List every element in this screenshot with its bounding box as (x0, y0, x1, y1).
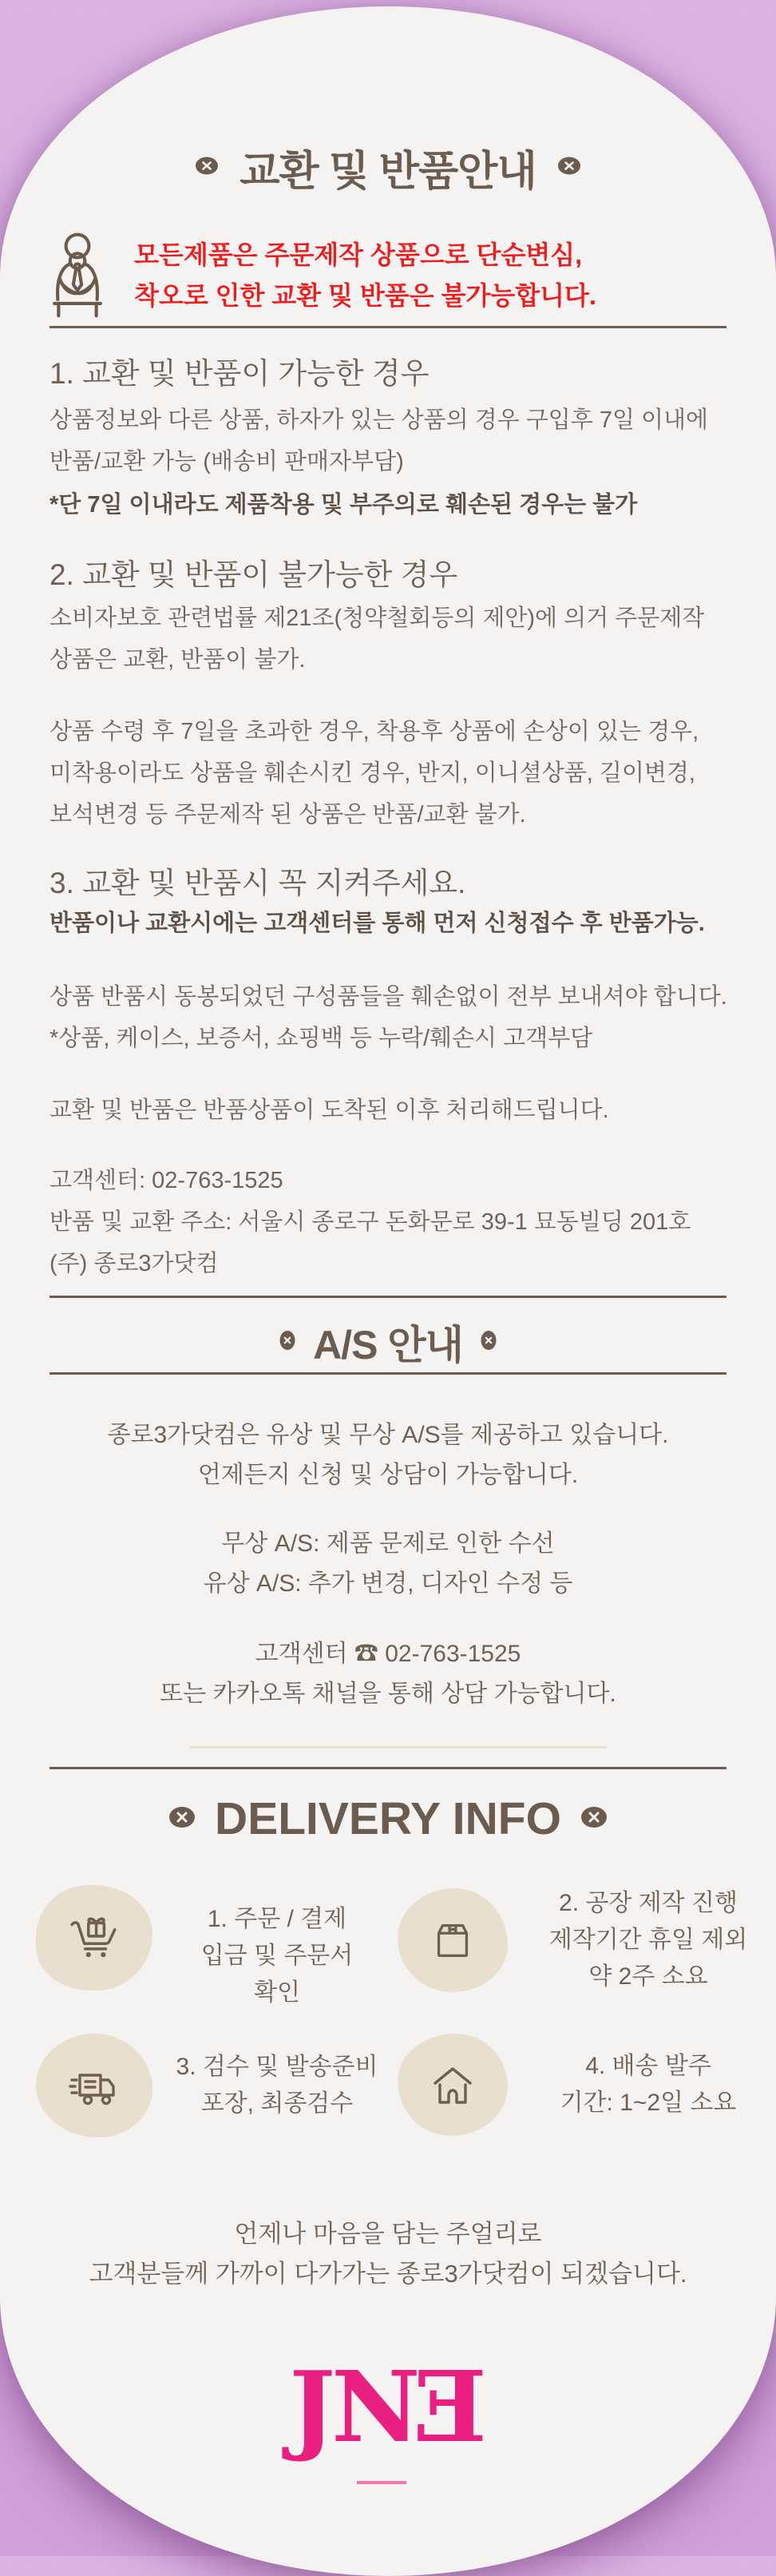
text-line: 무상 A/S: 제품 문제로 인한 수선 (221, 1530, 555, 1557)
text-line: 종로3가닷컴은 유상 및 무상 A/S를 제공하고 있습니다. (107, 1422, 669, 1448)
exchange-return-title: 교환 및 반품안내 (240, 149, 536, 195)
text-line: 고객센터: 02-763-1525 (49, 1168, 283, 1193)
step-text (175, 1901, 379, 2006)
as-contact (0, 1634, 776, 1714)
section3-body-a (49, 976, 744, 1059)
section3-heading: 3. 교환 및 반품시 꼭 지켜주세요. (49, 867, 466, 899)
step-icon-badge (36, 2034, 152, 2137)
section2-heading: 2. 교환 및 반품이 불가능한 경우 (49, 558, 458, 591)
text-line: 고객분들께 가까이 다가가는 종로3가닷컴이 되겠습니다. (89, 2260, 687, 2288)
text-line: 상품정보와 다른 상품, 하자가 있는 상품의 경우 구입후 7일 이내에 (49, 407, 709, 433)
text-line: 1. 주문 / 결제 (207, 1906, 347, 1932)
text-line: 보석변경 등 주문제작 된 상품은 반품/교환 불가. (49, 802, 526, 828)
text-line: 언제나 마음을 담는 주얼리로 (234, 2220, 542, 2248)
button-oval-icon (481, 1330, 497, 1355)
button-oval-icon (168, 1806, 196, 1832)
section1-heading: 1. 교환 및 반품이 가능한 경우 (49, 357, 430, 390)
logo-mirrored-e: E (416, 2349, 487, 2464)
step-icon-badge (398, 1888, 508, 1992)
text-line: 소비자보호 관련법률 제21조(청약철회등의 제안)에 의거 주문제작 (49, 605, 705, 631)
text-line: 언제든지 신청 및 상담이 가능합니다. (197, 1462, 579, 1488)
section3-bold-line: 반품이나 교환시에는 고객센터를 통해 먼저 신청접수 후 반품가능. (49, 911, 705, 936)
as-title: A/S 안내 (313, 1323, 463, 1367)
decorative-divider (189, 1746, 607, 1748)
section2-body-b (49, 711, 744, 836)
truck-icon (67, 2062, 121, 2110)
delivery-step (398, 2034, 766, 2136)
section1-note: *단 7일 이내라도 제품착용 및 부주의로 훼손된 경우는 불가 (49, 492, 638, 518)
step-text (530, 2048, 766, 2122)
text-line: 포장, 최종검수 (200, 2090, 354, 2117)
text-line: 또는 카카오톡 채널을 통해 상담 가능합니다. (160, 1681, 616, 1707)
button-oval-icon (279, 1330, 295, 1355)
as-title-row (0, 1313, 776, 1371)
section-divider (49, 1372, 727, 1375)
contact-block (49, 1160, 744, 1284)
delivery-step (398, 1885, 766, 1995)
section3-body-b: 교환 및 반품은 반품상품이 도착된 이후 처리해드립니다. (49, 1097, 609, 1123)
text-line: 모든제품은 주문제작 상품으로 단순변심, (134, 240, 583, 269)
as-intro (0, 1415, 776, 1495)
bowing-person-icon (48, 232, 107, 322)
cart-icon (68, 1914, 121, 1962)
house-icon (427, 2062, 478, 2108)
footer-message (0, 2214, 776, 2294)
delivery-step (36, 2034, 379, 2137)
section-divider (49, 1767, 727, 1769)
text-line: 입금 및 주문서 확인 (200, 1943, 354, 2006)
button-oval-icon (580, 1806, 608, 1832)
notice-text (134, 232, 596, 316)
delivery-title-row (0, 1792, 776, 1845)
order-made-notice (48, 232, 596, 322)
content-panel (0, 6, 776, 2576)
logo-underline (357, 2481, 406, 2484)
logo-text: JN (289, 2349, 417, 2464)
text-line: (주) 종로3가닷컴 (49, 1251, 219, 1276)
text-line: *상품, 케이스, 보증서, 쇼핑백 등 누락/훼손시 고객부담 (49, 1026, 593, 1051)
text-line: 제작기간 휴일 제외 (548, 1927, 748, 1953)
delivery-step (36, 1885, 379, 2006)
text-line: 착오로 인한 교환 및 반품은 불가능합니다. (134, 281, 596, 310)
text-line: 3. 검수 및 발송준비 (176, 2054, 378, 2080)
step-icon-badge (36, 1885, 152, 1991)
text-line: 반품 및 교환 주소: 서울시 종로구 돈화문로 39-1 묘동빌딩 201호 (49, 1209, 691, 1235)
text-line: 기간: 1~2일 소요 (560, 2090, 737, 2116)
brand-logo (0, 2349, 776, 2464)
button-oval-icon (557, 157, 581, 179)
text-line: 반품/교환 가능 (배송비 판매자부담) (49, 449, 404, 474)
section2-body-a (49, 597, 744, 681)
section-divider (49, 1296, 727, 1298)
section1-body (49, 399, 744, 482)
exchange-return-title-row (0, 137, 776, 197)
section-divider (49, 326, 727, 328)
package-icon (428, 1916, 477, 1964)
step-icon-badge (398, 2034, 508, 2136)
text-line: 상품 수령 후 7일을 초과한 경우, 착용후 상품에 손상이 있는 경우, (49, 719, 699, 744)
text-line: 2. 공장 제작 진행 (559, 1890, 738, 1916)
delivery-title: DELIVERY INFO (215, 1793, 561, 1844)
as-types (0, 1524, 776, 1604)
text-line: 고객센터 ☎ 02-763-1525 (255, 1641, 521, 1667)
text-line: 상품 반품시 동봉되었던 구성품들을 훼손없이 전부 보내셔야 합니다. (49, 984, 727, 1010)
button-oval-icon (195, 157, 219, 179)
text-line: 4. 배송 발주 (585, 2053, 711, 2079)
text-line: 약 2주 소요 (588, 1963, 708, 1990)
text-line: 상품은 교환, 반품이 불가. (49, 647, 306, 673)
text-line: 유상 A/S: 추가 변경, 디자인 수정 등 (203, 1570, 573, 1597)
text-line: 미착용이라도 상품을 훼손시킨 경우, 반지, 이니셜상품, 길이변경, (49, 760, 695, 786)
step-text (175, 2049, 379, 2122)
step-text (530, 1885, 766, 1995)
